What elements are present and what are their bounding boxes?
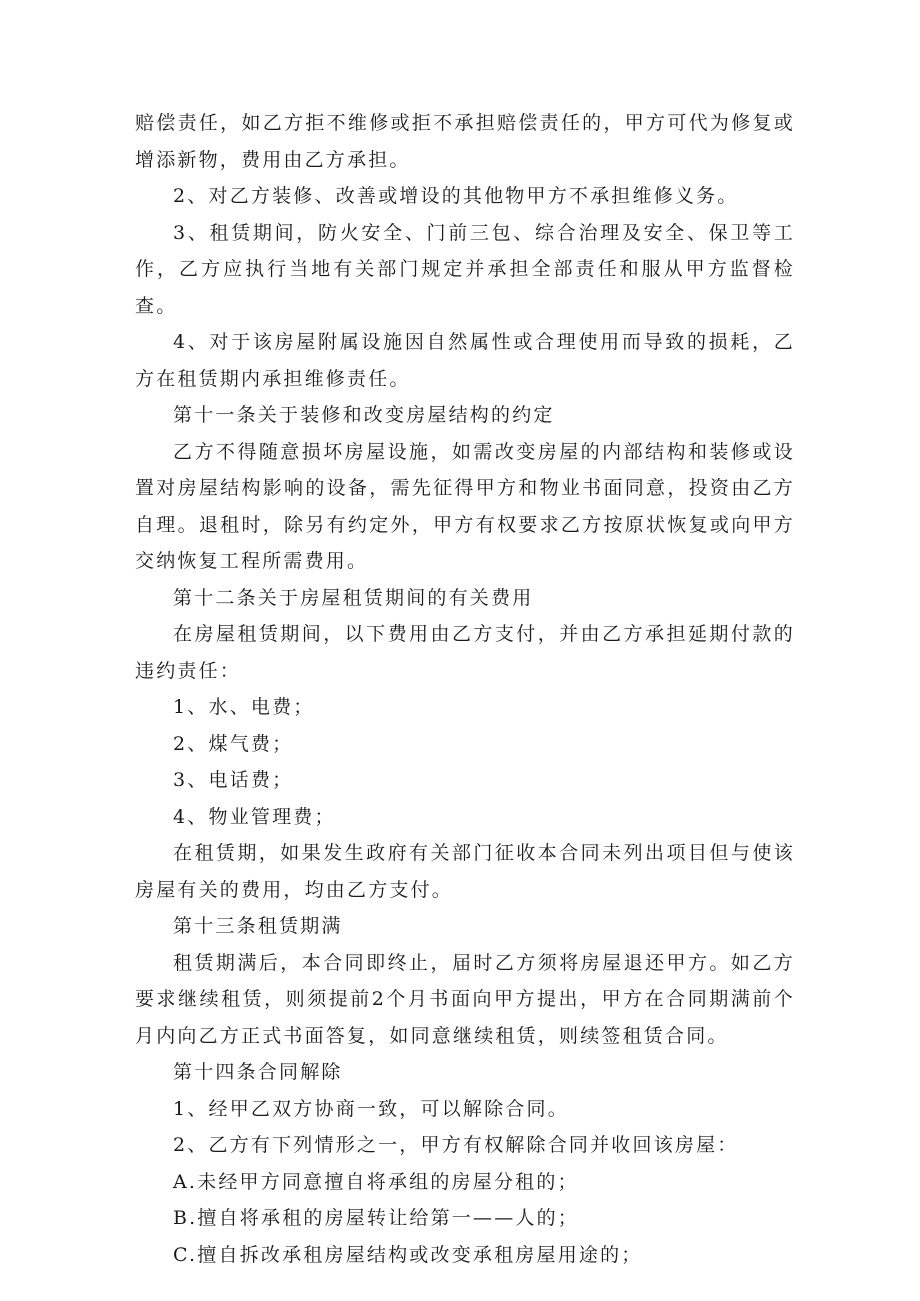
clause-item-2: 2、对乙方装修、改善或增设的其他物甲方不承担维修义务。 bbox=[173, 185, 739, 207]
termination-case-a: A.未经甲方同意擅自将承组的房屋分租的； bbox=[173, 1170, 579, 1193]
paragraph-continuation: 赔偿责任，如乙方拒不维修或拒不承担赔偿责任的，甲方可代为修复或增添新物，费用由乙方承担。 bbox=[135, 112, 795, 171]
termination-case-c: C.擅自拆改承租房屋结构或改变承租房屋用途的； bbox=[173, 1243, 643, 1266]
article-11-body: 乙方不得随意损坏房屋设施，如需改变房屋的内部结构和装修或设置对房屋结构影响的设备，需先征得甲方和物业书面同意，投资由乙方自理。退租时，除另有约定外，甲方有权要求乙方按原状恢复或向甲方交纳恢复工程所需费用。 bbox=[135, 440, 795, 572]
termination-case-b: B.擅自将承租的房屋转让给第一——人的； bbox=[173, 1207, 580, 1229]
document-body bbox=[135, 105, 795, 1273]
clause-item-4: 4、对于该房屋附属设施因自然属性或合理使用而导致的损耗，乙方在租赁期内承担维修责任。 bbox=[135, 331, 795, 390]
clause-item-3: 3、租赁期间，防火安全、门前三包、综合治理及安全、保卫等工作，乙方应执行当地有关部门规定并承担全部责任和服从甲方监督检查。 bbox=[135, 221, 795, 317]
fee-item-phone: 3、电话费； bbox=[173, 769, 294, 791]
article-12-heading: 第十二条关于房屋租赁期间的有关费用 bbox=[173, 586, 534, 609]
article-12-other-fees: 在租赁期，如果发生政府有关部门征收本合同未列出项目但与使该房屋有关的费用，均由乙方支付。 bbox=[135, 842, 795, 901]
fee-item-water-electric: 1、水、电费； bbox=[173, 696, 315, 718]
article-11-heading: 第十一条关于装修和改变房屋结构的约定 bbox=[173, 404, 555, 426]
article-13-heading: 第十三条租赁期满 bbox=[173, 915, 343, 937]
article-13-body: 租赁期满后，本合同即终止，届时乙方须将房屋退还甲方。如乙方要求继续租赁，则须提前2个月书面向甲方提出，甲方在合同期满前个月内向乙方正式书面答复，如同意继续租赁，则续签租赁合同。 bbox=[135, 951, 795, 1047]
article-12-intro: 在房屋租赁期间，以下费用由乙方支付，并由乙方承担延期付款的违约责任： bbox=[135, 623, 795, 682]
termination-item-2: 2、乙方有下列情形之一，甲方有权解除合同并收回该房屋： bbox=[173, 1134, 739, 1156]
fee-item-property: 4、物业管理费； bbox=[173, 805, 336, 828]
fee-item-gas: 2、煤气费； bbox=[173, 732, 294, 755]
termination-item-1: 1、经甲乙双方协商一致，可以解除合同。 bbox=[173, 1097, 569, 1120]
article-14-heading: 第十四条合同解除 bbox=[173, 1061, 343, 1083]
